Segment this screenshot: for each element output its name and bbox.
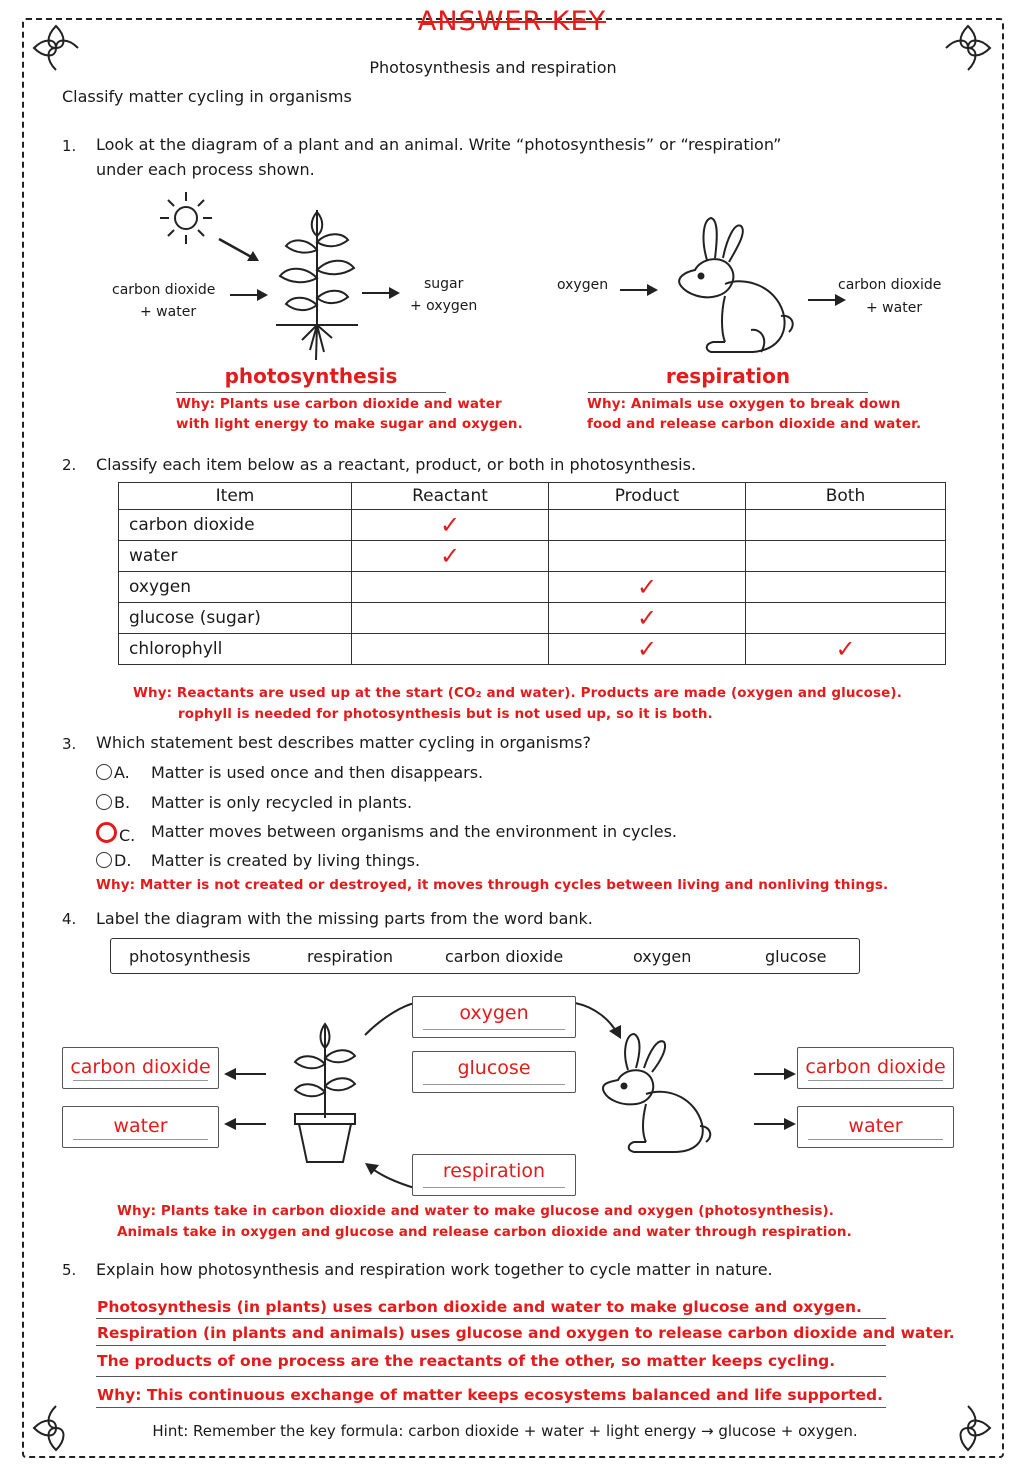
both-check[interactable] <box>746 510 946 541</box>
q1-why-right-1: Why: Animals use oxygen to break down <box>587 396 901 412</box>
answer-key-title: ANSWER KEY <box>417 6 607 37</box>
q1-why-right-2: food and release carbon dioxide and water. <box>587 416 922 432</box>
table-row <box>119 572 946 603</box>
word-bank-item: oxygen <box>633 947 692 966</box>
label-text: oxygen <box>459 1002 529 1024</box>
q3-why: Why: Matter is not created or destroyed, it moves through cycles between living and nonliving things. <box>96 877 889 893</box>
animal-output-label-2: + water <box>866 300 923 316</box>
option-text: Matter is only recycled in plants. <box>151 793 413 812</box>
label-box-carbon-dioxide-right[interactable] <box>797 1047 954 1089</box>
answer-line: Photosynthesis (in plants) uses carbon dioxide and water to make glucose and oxygen. <box>97 1298 862 1316</box>
option-text: Matter is used once and then disappears. <box>151 763 484 782</box>
q1-why-left-1: Why: Plants use carbon dioxide and water <box>176 396 502 412</box>
reactant-check[interactable] <box>352 634 549 665</box>
word-bank-item: respiration <box>307 947 394 966</box>
label-box-respiration[interactable] <box>412 1154 576 1196</box>
word-bank-item: glucose <box>765 947 827 966</box>
plant-input-arrow-icon <box>230 287 270 303</box>
q5-prompt: Explain how photosynthesis and respiration work together to cycle matter in nature. <box>96 1260 773 1279</box>
option-d[interactable] <box>96 851 421 870</box>
answer-line: Why: This continuous exchange of matter keeps ecosystems balanced and life supported. <box>97 1386 884 1404</box>
animal-output-label: carbon dioxide <box>838 277 942 293</box>
both-check[interactable]: ✓ <box>746 634 946 665</box>
column-header-reactant: Reactant <box>352 483 549 510</box>
plant-output-label-2: + oxygen <box>410 298 478 314</box>
option-letter: B. <box>114 793 131 812</box>
label-text: glucose <box>457 1057 531 1079</box>
label-text: respiration <box>442 1160 546 1182</box>
question-number: 1. <box>62 137 77 155</box>
both-check[interactable] <box>746 603 946 634</box>
column-header-both: Both <box>746 483 946 510</box>
word-bank-item: photosynthesis <box>129 947 251 966</box>
page-title: Photosynthesis and respiration <box>369 58 617 77</box>
radio-c-selected[interactable] <box>96 822 117 843</box>
arrow-left-icon <box>224 1116 268 1132</box>
bunny-illustration <box>596 1030 721 1155</box>
table-header-row <box>119 483 946 510</box>
both-check[interactable] <box>746 572 946 603</box>
label-text: water <box>848 1115 903 1137</box>
q1-why-left-2: with light energy to make sugar and oxygen. <box>176 416 523 432</box>
q4-prompt: Label the diagram with the missing parts from the word bank. <box>96 909 593 928</box>
word-bank-item: carbon dioxide <box>445 947 564 966</box>
product-check[interactable]: ✓ <box>549 603 746 634</box>
label-box-carbon-dioxide-left[interactable] <box>62 1047 219 1089</box>
answer-rule <box>96 1407 886 1408</box>
product-check[interactable]: ✓ <box>549 572 746 603</box>
q4-why-2: Animals take in oxygen and glucose and release carbon dioxide and water through respiration. <box>117 1224 852 1240</box>
animal-input-arrow-icon <box>620 282 660 298</box>
q2-why-1: Why: Reactants are used up at the start (CO₂ and water). Products are made (oxygen and glucose). <box>133 685 902 701</box>
arrow-right-icon <box>752 1116 796 1132</box>
radio-b[interactable] <box>96 794 112 810</box>
option-a[interactable] <box>96 763 484 782</box>
reactant-check[interactable]: ✓ <box>352 541 549 572</box>
animal-output-arrow-icon <box>808 292 848 308</box>
reactant-check[interactable] <box>352 603 549 634</box>
hint-text: Hint: Remember the key formula: carbon dioxide + water + light energy → glucose + oxygen. <box>152 1422 858 1440</box>
q2-why-2: rophyll is needed for photosynthesis but is not used up, so it is both. <box>178 706 713 722</box>
question-number: 5. <box>62 1261 77 1279</box>
label-box-water-right[interactable] <box>797 1106 954 1148</box>
sunlight-arrow-icon <box>215 235 265 265</box>
column-header-product: Product <box>549 483 746 510</box>
answer-rule <box>96 1318 886 1319</box>
q4-why-1: Why: Plants take in carbon dioxide and water to make glucose and oxygen (photosynthesis). <box>117 1203 835 1219</box>
product-check[interactable] <box>549 510 746 541</box>
item-cell: carbon dioxide <box>119 510 352 541</box>
option-letter: D. <box>114 851 132 870</box>
both-check[interactable] <box>746 541 946 572</box>
arrow-left-icon <box>224 1066 268 1082</box>
radio-a[interactable] <box>96 764 112 780</box>
table-row <box>119 634 946 665</box>
animal-input-label: oxygen <box>557 277 609 293</box>
item-cell: glucose (sugar) <box>119 603 352 634</box>
label-box-glucose[interactable] <box>412 1051 576 1093</box>
option-letter: A. <box>114 763 130 782</box>
option-c[interactable] <box>96 822 677 845</box>
option-letter: C. <box>119 826 136 845</box>
label-text: carbon dioxide <box>805 1056 946 1078</box>
item-cell: oxygen <box>119 572 352 603</box>
rabbit-illustration <box>665 212 800 357</box>
table-row <box>119 541 946 572</box>
product-check[interactable] <box>549 541 746 572</box>
label-text: water <box>113 1115 168 1137</box>
q1-answer-right: respiration <box>665 364 791 388</box>
question-number: 4. <box>62 910 77 928</box>
classification-table <box>118 482 946 665</box>
table-row <box>119 603 946 634</box>
q1-prompt-line2: under each process shown. <box>96 160 315 179</box>
potted-plant-illustration <box>285 1018 365 1168</box>
answer-rule <box>96 1345 886 1346</box>
item-cell: water <box>119 541 352 572</box>
q1-answer-line-left <box>176 392 446 393</box>
answer-line: The products of one process are the reactants of the other, so matter keeps cycling. <box>97 1352 836 1370</box>
plant-input-label: carbon dioxide <box>112 282 216 298</box>
q1-answer-line-right <box>588 392 868 393</box>
answer-line: Respiration (in plants and animals) uses glucose and oxygen to release carbon dioxide and water. <box>97 1324 955 1342</box>
label-text: carbon dioxide <box>70 1056 211 1078</box>
plant-output-label: sugar <box>424 276 464 292</box>
plant-output-arrow-icon <box>362 285 402 301</box>
question-number: 3. <box>62 735 77 753</box>
option-text: Matter moves between organisms and the environment in cycles. <box>151 822 677 841</box>
option-b[interactable] <box>96 793 413 812</box>
radio-d[interactable] <box>96 852 112 868</box>
table-row <box>119 510 946 541</box>
reactant-check[interactable]: ✓ <box>352 510 549 541</box>
word-bank <box>110 938 860 974</box>
q2-prompt: Classify each item below as a reactant, product, or both in photosynthesis. <box>96 455 697 474</box>
plant-input-label-2: + water <box>140 304 197 320</box>
answer-rule <box>96 1376 886 1377</box>
q1-answer-left: photosynthesis <box>224 364 398 388</box>
plant-illustration <box>272 200 362 365</box>
arrow-right-icon <box>752 1066 796 1082</box>
q3-prompt: Which statement best describes matter cycling in organisms? <box>96 733 591 752</box>
reactant-check[interactable] <box>352 572 549 603</box>
option-text: Matter is created by living things. <box>151 851 421 870</box>
product-check[interactable]: ✓ <box>549 634 746 665</box>
column-header-item: Item <box>119 483 352 510</box>
item-cell: chlorophyll <box>119 634 352 665</box>
label-box-water-left[interactable] <box>62 1106 219 1148</box>
question-number: 2. <box>62 456 77 474</box>
page-subtitle: Classify matter cycling in organisms <box>62 87 352 106</box>
q1-prompt-line1: Look at the diagram of a plant and an animal. Write “photosynthesis” or “respiration” <box>96 135 782 154</box>
label-box-oxygen[interactable] <box>412 996 576 1038</box>
